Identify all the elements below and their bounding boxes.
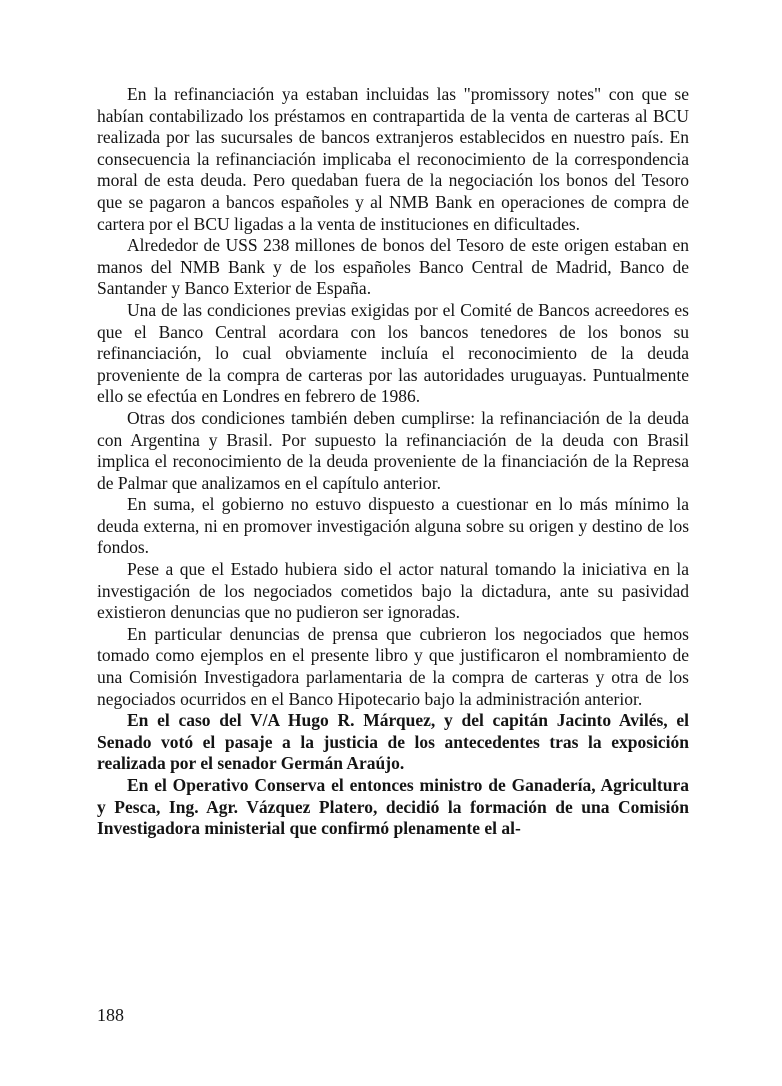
paragraph: En suma, el gobierno no estuvo dispuesto a cuestionar en lo más mínimo la deuda externa, ni en promover investigación alguna sobre su origen y destino de los fondos.: [97, 494, 689, 558]
paragraph: Alrededor de USS 238 millones de bonos del Tesoro de este origen estaban en manos del NMB Bank y de los españoles Banco Central de Madrid, Banco de Santander y Banco Exterior de España.: [97, 235, 689, 299]
paragraph: Pese a que el Estado hubiera sido el actor natural tomando la iniciativa en la investigación de los negociados cometidos bajo la dictadura, ante su pasividad existieron denuncias que no pudieron ser ignoradas.: [97, 559, 689, 623]
paragraph: En el Operativo Conserva el entonces ministro de Ganadería, Agricultura y Pesca, Ing. Agr. Vázquez Platero, decidió la formación de una Comisión Investigadora ministerial que confirmó plenamente el al-: [97, 775, 689, 839]
paragraph: Otras dos condiciones también deben cumplirse: la refinanciación de la deuda con Argentina y Brasil. Por supuesto la refinanciación de la deuda con Brasil implica el reconocimiento de la deuda proveniente de la financiación de la Represa de Palmar que analizamos en el capítulo anterior.: [97, 407, 689, 493]
paragraph: En particular denuncias de prensa que cubrieron los negociados que hemos tomado como ejemplos en el presente libro y que justificaron el nombramiento de una Comisión Investigadora parlamentaria de la compra de carteras y otra de los negociados ocurridos en el Banco Hipotecario bajo la administración anterior.: [97, 623, 689, 709]
paragraph: Una de las condiciones previas exigidas por el Comité de Bancos acreedores es que el Banco Central acordara con los bancos tenedores de los bonos su refinanciación, lo cual obviamente incluía el reconocimiento de la deuda proveniente de la compra de carteras por las autoridades uruguayas. Puntualmente ello se efectúa en Londres en febrero de 1986.: [97, 299, 689, 407]
paragraph: En el caso del V/A Hugo R. Márquez, y del capitán Jacinto Avilés, el Senado votó el pasaje a la justicia de los antecedentes tras la exposición realizada por el senador Germán Araújo.: [97, 710, 689, 774]
body-text: [97, 84, 689, 840]
page-number: 188: [97, 1005, 124, 1025]
paragraph: En la refinanciación ya estaban incluidas las "promissory notes" con que se habían contabilizado los préstamos en contrapartida de la venta de carteras al BCU realizada por las sucursales de bancos extranjeros establecidos en nuestro país. En consecuencia la refinanciación implicaba el reconocimiento de la correspondencia moral de esta deuda. Pero quedaban fuera de la negociación los bonos del Tesoro que se pagaron a bancos españoles y al NMB Bank en operaciones de compra de cartera por el BCU ligadas a la venta de instituciones en dificultades.: [97, 84, 689, 234]
